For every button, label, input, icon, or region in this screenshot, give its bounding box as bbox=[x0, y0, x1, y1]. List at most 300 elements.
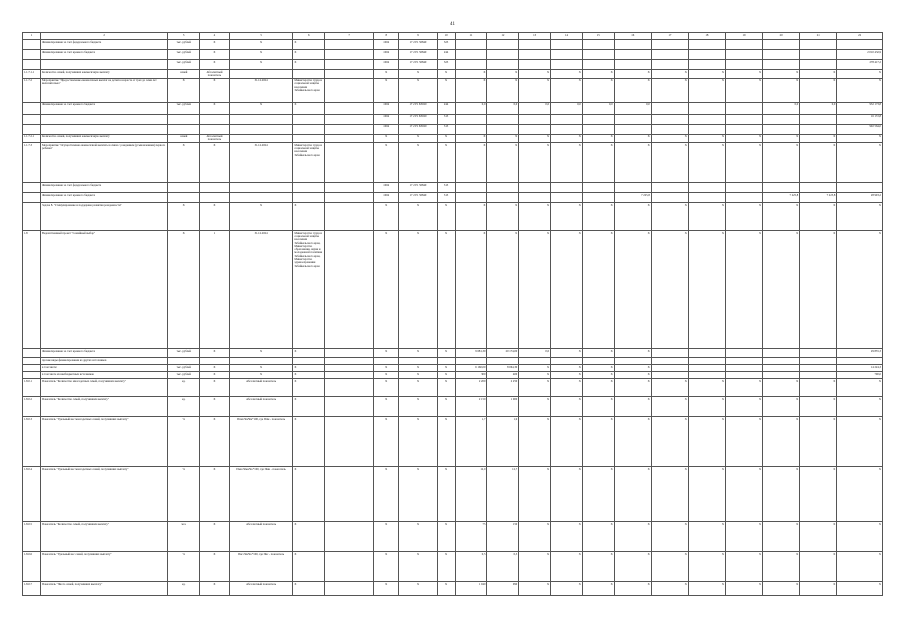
header-cell: 1 bbox=[23, 33, 41, 40]
table-cell: % bbox=[168, 552, 200, 582]
table-cell: Х bbox=[229, 203, 293, 231]
table-cell: Х bbox=[399, 552, 437, 582]
table-cell: тыс. рублей bbox=[168, 50, 200, 60]
table-cell bbox=[325, 231, 374, 349]
table-cell: 75 bbox=[455, 522, 487, 552]
table-row bbox=[23, 143, 883, 183]
table-cell: в том числе из внебюджетных источников bbox=[41, 372, 168, 379]
table-cell: Х bbox=[651, 379, 688, 397]
table-cell: Х bbox=[373, 231, 398, 349]
table-cell: Х bbox=[837, 231, 883, 349]
table-cell: Х bbox=[800, 552, 837, 582]
table-cell bbox=[23, 114, 41, 124]
table-row bbox=[23, 203, 883, 231]
table-cell bbox=[325, 365, 374, 372]
table-cell: Х bbox=[293, 397, 325, 417]
header-cell: 6 bbox=[293, 33, 325, 40]
table-cell: 31.12.2024 bbox=[229, 78, 293, 102]
table-cell: Х bbox=[373, 70, 398, 79]
table-row bbox=[23, 365, 883, 372]
table-cell bbox=[763, 349, 800, 358]
table-cell: Х bbox=[800, 231, 837, 349]
header-cell: 13 bbox=[519, 33, 551, 40]
table-cell: Х bbox=[373, 349, 398, 358]
table-cell: Х bbox=[293, 60, 325, 70]
table-cell: Х bbox=[763, 231, 800, 349]
table-cell bbox=[688, 60, 725, 70]
header-cell: 20 bbox=[763, 33, 800, 40]
table-cell: 17 2 Р1 50840 bbox=[399, 193, 437, 203]
table-cell: 1004 bbox=[373, 183, 398, 193]
table-cell: Мероприятие "Осуществление ежемесячной выплаты в связи с рождением (усыновлением) первого ребенка" bbox=[41, 143, 168, 183]
table-cell: Х bbox=[437, 379, 455, 397]
table-cell: Х bbox=[837, 417, 883, 467]
table-cell: Х bbox=[688, 417, 725, 467]
table-cell: Х bbox=[725, 467, 762, 522]
table-cell: Х bbox=[293, 372, 325, 379]
table-cell bbox=[325, 582, 374, 596]
table-cell: Х bbox=[519, 365, 551, 372]
table-cell: Х bbox=[229, 372, 293, 379]
table-cell: 1004 bbox=[373, 50, 398, 60]
table-cell: Х bbox=[763, 582, 800, 596]
table-cell: Х bbox=[519, 372, 551, 379]
table-cell: Х bbox=[229, 102, 293, 114]
table-cell bbox=[325, 358, 374, 365]
table-cell: Х bbox=[168, 78, 200, 102]
table-cell: Х bbox=[551, 397, 583, 417]
table-cell bbox=[800, 349, 837, 358]
table-cell bbox=[23, 372, 41, 379]
table-cell bbox=[582, 60, 614, 70]
table-cell: Х bbox=[582, 582, 614, 596]
table-cell bbox=[725, 40, 762, 50]
table-cell: 2 010 432,9 bbox=[837, 50, 883, 60]
table-cell bbox=[800, 358, 837, 365]
table-cell bbox=[551, 60, 583, 70]
table-cell: 313 bbox=[437, 183, 455, 193]
table-cell: 7 225,8 bbox=[800, 193, 837, 203]
table-cell: Х bbox=[399, 467, 437, 522]
table-cell: Х bbox=[800, 70, 837, 79]
table-cell: Х bbox=[688, 582, 725, 596]
table-cell: 17 2 Р1 50840 bbox=[399, 183, 437, 193]
table-cell: Х bbox=[200, 397, 230, 417]
table-cell: Х bbox=[551, 417, 583, 467]
table-cell: Х bbox=[519, 467, 551, 522]
table-cell bbox=[800, 40, 837, 50]
table-cell: 1 900 bbox=[487, 397, 519, 417]
table-cell: Х bbox=[200, 60, 230, 70]
table-cell bbox=[455, 40, 487, 50]
table-cell: 1 040 bbox=[455, 582, 487, 596]
table-cell bbox=[582, 193, 614, 203]
table-cell bbox=[651, 102, 688, 114]
table-cell bbox=[293, 124, 325, 134]
table-cell: 323 bbox=[437, 40, 455, 50]
table-cell bbox=[763, 365, 800, 372]
table-cell bbox=[487, 40, 519, 50]
table-cell: ед. bbox=[168, 379, 200, 397]
table-cell: Х bbox=[651, 582, 688, 596]
table-cell: Х bbox=[551, 134, 583, 143]
table-cell: Х bbox=[763, 143, 800, 183]
table-cell bbox=[325, 522, 374, 552]
table-cell: Х bbox=[293, 522, 325, 552]
table-cell: Х bbox=[614, 70, 651, 79]
table-cell: Показатель "Удельный вес семей, получивших выплату" bbox=[41, 552, 168, 582]
table-cell bbox=[325, 193, 374, 203]
table-cell: 300 bbox=[455, 372, 487, 379]
table-cell bbox=[168, 358, 200, 365]
table-cell: Х bbox=[399, 143, 437, 183]
table-cell bbox=[200, 183, 230, 193]
table-cell bbox=[41, 60, 168, 70]
table-cell: Х bbox=[200, 552, 230, 582]
table-cell: Х bbox=[373, 203, 398, 231]
table-cell: прочие виды финансирования из других источников bbox=[41, 358, 168, 365]
table-cell: Х bbox=[200, 467, 230, 522]
table-cell: 0,0 bbox=[551, 102, 583, 114]
table-cell: Х bbox=[725, 78, 762, 102]
table-cell: 932 173,8 bbox=[837, 102, 883, 114]
table-cell: Х bbox=[437, 397, 455, 417]
table-row bbox=[23, 124, 883, 134]
table-cell bbox=[551, 358, 583, 365]
header-cell: 9 bbox=[399, 33, 437, 40]
table-cell: Финансирование за счет краевого бюджета bbox=[41, 349, 168, 358]
table-cell bbox=[229, 114, 293, 124]
header-cell: 18 bbox=[688, 33, 725, 40]
table-cell: Х bbox=[293, 50, 325, 60]
table-cell bbox=[487, 60, 519, 70]
table-cell: 17 2 Р1 Б3020 bbox=[399, 124, 437, 134]
table-cell bbox=[519, 183, 551, 193]
table-row bbox=[23, 358, 883, 365]
table-cell: Финансирование за счет краевого бюджета bbox=[41, 193, 168, 203]
table-cell bbox=[325, 102, 374, 114]
table-cell: 1.8.0.5 bbox=[23, 522, 41, 552]
table-cell: Х bbox=[399, 231, 437, 349]
table-cell: Х bbox=[399, 365, 437, 372]
table-cell: Показатель "Количество многодетных семей, получивших выплату" bbox=[41, 379, 168, 397]
table-cell: Мероприятие "Предоставление ежемесячных выплат на детей в возрасте от трех до семи лет включительно" bbox=[41, 78, 168, 102]
table-cell bbox=[688, 102, 725, 114]
table-cell bbox=[325, 114, 374, 124]
table-cell bbox=[582, 40, 614, 50]
table-cell bbox=[325, 417, 374, 467]
table-cell bbox=[651, 50, 688, 60]
header-cell: 5 bbox=[229, 33, 293, 40]
table-cell bbox=[725, 114, 762, 124]
table-cell: ед. bbox=[168, 397, 200, 417]
table-cell bbox=[725, 50, 762, 60]
table-cell: Х bbox=[614, 78, 651, 102]
table-cell bbox=[293, 193, 325, 203]
table-cell: 902 564,0 bbox=[837, 124, 883, 134]
table-cell: 0,0 bbox=[582, 102, 614, 114]
table-cell: Х bbox=[373, 582, 398, 596]
table-cell bbox=[688, 365, 725, 372]
table-cell bbox=[688, 372, 725, 379]
table-cell: 1.8.0.7 bbox=[23, 582, 41, 596]
table-cell: Х bbox=[582, 70, 614, 79]
table-cell: 323 bbox=[437, 60, 455, 70]
table-cell bbox=[200, 193, 230, 203]
table-cell bbox=[800, 183, 837, 193]
table-cell: Х bbox=[519, 70, 551, 79]
table-cell: Абсолютный показатель bbox=[229, 379, 293, 397]
header-cell: 16 bbox=[614, 33, 651, 40]
table-cell bbox=[725, 358, 762, 365]
table-cell: 1,7 bbox=[455, 417, 487, 467]
table-cell: Х bbox=[582, 372, 614, 379]
table-cell: Х bbox=[399, 349, 437, 358]
table-cell: Х bbox=[437, 143, 455, 183]
table-cell: Х bbox=[455, 134, 487, 143]
table-cell: Х bbox=[725, 231, 762, 349]
table-cell bbox=[41, 124, 168, 134]
table-cell: 7 225,8 bbox=[614, 193, 651, 203]
table-cell: Х bbox=[725, 379, 762, 397]
table-cell bbox=[651, 40, 688, 50]
table-cell bbox=[168, 124, 200, 134]
table-cell bbox=[293, 358, 325, 365]
table-cell: 1004 bbox=[373, 102, 398, 114]
table-row bbox=[23, 397, 883, 417]
table-cell bbox=[688, 40, 725, 50]
table-cell: Количество семей, получивших ежемесячную выплату bbox=[41, 70, 168, 79]
table-cell: Финансирование за счет федерального бюджета bbox=[41, 40, 168, 50]
table-cell: Х bbox=[763, 70, 800, 79]
table-cell: Х bbox=[437, 552, 455, 582]
table-cell: Х bbox=[800, 582, 837, 596]
table-cell bbox=[325, 397, 374, 417]
table-cell: Х bbox=[688, 231, 725, 349]
table-cell bbox=[688, 349, 725, 358]
table-cell: Х bbox=[688, 379, 725, 397]
table-cell: Х bbox=[651, 134, 688, 143]
table-cell bbox=[487, 124, 519, 134]
table-cell: Х bbox=[373, 522, 398, 552]
table-cell bbox=[487, 114, 519, 124]
table-cell: 244 bbox=[437, 50, 455, 60]
table-cell bbox=[293, 114, 325, 124]
table-cell: 1.8.0.1 bbox=[23, 379, 41, 397]
table-cell: Х bbox=[688, 78, 725, 102]
table-cell: Х bbox=[614, 379, 651, 397]
table-cell: Х bbox=[373, 143, 398, 183]
table-cell bbox=[229, 124, 293, 134]
table-cell: 0,0 bbox=[800, 102, 837, 114]
table-cell: Х bbox=[651, 417, 688, 467]
table-cell: Х bbox=[837, 397, 883, 417]
table-cell: 12,0 bbox=[455, 467, 487, 522]
table-cell bbox=[229, 183, 293, 193]
table-cell: тыс. рублей bbox=[168, 102, 200, 114]
table-cell: Х bbox=[293, 552, 325, 582]
table-row bbox=[23, 379, 883, 397]
table-cell bbox=[325, 143, 374, 183]
table-cell bbox=[519, 50, 551, 60]
table-cell: Х bbox=[551, 372, 583, 379]
table-cell: Х bbox=[399, 203, 437, 231]
table-cell: Х bbox=[168, 231, 200, 349]
table-cell bbox=[519, 358, 551, 365]
table-cell: Х bbox=[837, 379, 883, 397]
table-cell: 16 172,8 bbox=[837, 114, 883, 124]
table-cell bbox=[23, 358, 41, 365]
header-cell: 21 bbox=[800, 33, 837, 40]
table-cell: Х bbox=[551, 522, 583, 552]
table-row bbox=[23, 134, 883, 143]
table-cell: Абсолютный показатель bbox=[200, 70, 230, 79]
table-cell: Х bbox=[551, 143, 583, 183]
table-cell bbox=[614, 60, 651, 70]
table-cell: Х bbox=[651, 143, 688, 183]
table-cell: Х bbox=[582, 78, 614, 102]
table-cell bbox=[651, 183, 688, 193]
header-cell: 17 bbox=[651, 33, 688, 40]
table-cell: в том числе: bbox=[41, 365, 168, 372]
table-cell: 8 064,30 bbox=[487, 365, 519, 372]
table-cell: Х bbox=[763, 522, 800, 552]
table-row bbox=[23, 40, 883, 50]
table-cell bbox=[200, 114, 230, 124]
table-cell bbox=[651, 60, 688, 70]
table-cell: Х bbox=[725, 143, 762, 183]
table-cell bbox=[455, 193, 487, 203]
table-cell: Х bbox=[614, 231, 651, 349]
table-cell: Х bbox=[487, 203, 519, 231]
table-cell: Х bbox=[200, 50, 230, 60]
table-cell: Х bbox=[582, 203, 614, 231]
table-cell: Х bbox=[373, 372, 398, 379]
table-cell: Х bbox=[399, 134, 437, 143]
table-cell: Х bbox=[763, 379, 800, 397]
table-cell: Х bbox=[551, 365, 583, 372]
table-cell bbox=[519, 60, 551, 70]
table-cell: Х bbox=[200, 372, 230, 379]
table-cell: Х bbox=[651, 203, 688, 231]
table-cell: Х bbox=[763, 552, 800, 582]
table-cell bbox=[23, 349, 41, 358]
table-cell bbox=[325, 349, 374, 358]
table-cell: 1.8.0.2 bbox=[23, 397, 41, 417]
table-cell: 278 417,2 bbox=[837, 60, 883, 70]
table-cell: Х bbox=[229, 40, 293, 50]
table-cell bbox=[763, 114, 800, 124]
table-row bbox=[23, 183, 883, 193]
table-cell bbox=[763, 372, 800, 379]
table-cell bbox=[651, 124, 688, 134]
table-cell: Х bbox=[437, 365, 455, 372]
table-cell: Х bbox=[200, 522, 230, 552]
table-cell: 313 bbox=[437, 124, 455, 134]
table-cell bbox=[293, 134, 325, 143]
table-cell: Количество семей, получивших ежемесячную выплату bbox=[41, 134, 168, 143]
table-cell: Х bbox=[614, 365, 651, 372]
table-cell bbox=[229, 70, 293, 79]
table-cell: Х bbox=[437, 231, 455, 349]
table-cell: чел. bbox=[168, 522, 200, 552]
header-cell: 10 bbox=[437, 33, 455, 40]
table-cell: Ведомственный проект "Семейный выбор" bbox=[41, 231, 168, 349]
table-cell bbox=[763, 358, 800, 365]
table-cell: Х bbox=[200, 78, 230, 102]
table-cell: Х bbox=[487, 70, 519, 79]
table-cell: Х bbox=[229, 365, 293, 372]
table-cell: Х bbox=[399, 522, 437, 552]
table-cell: Х bbox=[551, 231, 583, 349]
table-cell bbox=[293, 70, 325, 79]
table-cell bbox=[651, 358, 688, 365]
header-cell: 8 bbox=[373, 33, 398, 40]
table-cell: Показатель "Удельный вес многодетных семей, получивших выплату" bbox=[41, 467, 168, 522]
table-cell: 1.8.0.3 bbox=[23, 417, 41, 467]
table-cell bbox=[763, 60, 800, 70]
table-cell bbox=[688, 50, 725, 60]
table-row bbox=[23, 552, 883, 582]
table-cell bbox=[325, 467, 374, 522]
table-cell: Х bbox=[373, 467, 398, 522]
table-cell bbox=[325, 134, 374, 143]
table-cell: семей bbox=[168, 70, 200, 79]
table-cell bbox=[800, 60, 837, 70]
table-cell bbox=[519, 40, 551, 50]
header-cell: 3 bbox=[168, 33, 200, 40]
table-cell bbox=[725, 183, 762, 193]
table-cell: Х bbox=[551, 203, 583, 231]
table-cell: 1.1.7.1.1 bbox=[23, 70, 41, 79]
table-cell bbox=[373, 358, 398, 365]
table-cell: 1.8.0.4 bbox=[23, 467, 41, 522]
table-cell bbox=[614, 358, 651, 365]
table-cell bbox=[23, 40, 41, 50]
table-cell bbox=[325, 372, 374, 379]
table-cell: 0,0 bbox=[614, 102, 651, 114]
table-cell bbox=[23, 60, 41, 70]
table-cell bbox=[551, 40, 583, 50]
table-cell: Х bbox=[725, 582, 762, 596]
table-cell bbox=[293, 183, 325, 193]
table-cell: Х bbox=[437, 417, 455, 467]
table-row bbox=[23, 582, 883, 596]
table-cell: Х bbox=[614, 143, 651, 183]
table-row bbox=[23, 60, 883, 70]
table-cell: 313 bbox=[437, 114, 455, 124]
table-cell: 0,0 bbox=[519, 102, 551, 114]
table-cell: Х bbox=[519, 417, 551, 467]
table-cell: Х bbox=[519, 78, 551, 102]
table-cell bbox=[437, 358, 455, 365]
table-cell bbox=[325, 70, 374, 79]
table-cell bbox=[614, 50, 651, 60]
table-cell: Х bbox=[582, 379, 614, 397]
table-cell: Показатель "Удельный вес многодетных семей, получивших выплату" bbox=[41, 417, 168, 467]
table-row bbox=[23, 78, 883, 102]
table-cell: 6 160,00 bbox=[455, 365, 487, 372]
table-cell bbox=[551, 124, 583, 134]
table-cell: 31.12.2024 bbox=[229, 231, 293, 349]
table-cell bbox=[23, 50, 41, 60]
table-cell: Х bbox=[455, 70, 487, 79]
table-cell: Абсолютный показатель bbox=[229, 582, 293, 596]
table-cell: % bbox=[168, 417, 200, 467]
table-cell: 244 bbox=[437, 102, 455, 114]
table-cell: Х bbox=[373, 417, 398, 467]
table-cell: Х bbox=[455, 203, 487, 231]
